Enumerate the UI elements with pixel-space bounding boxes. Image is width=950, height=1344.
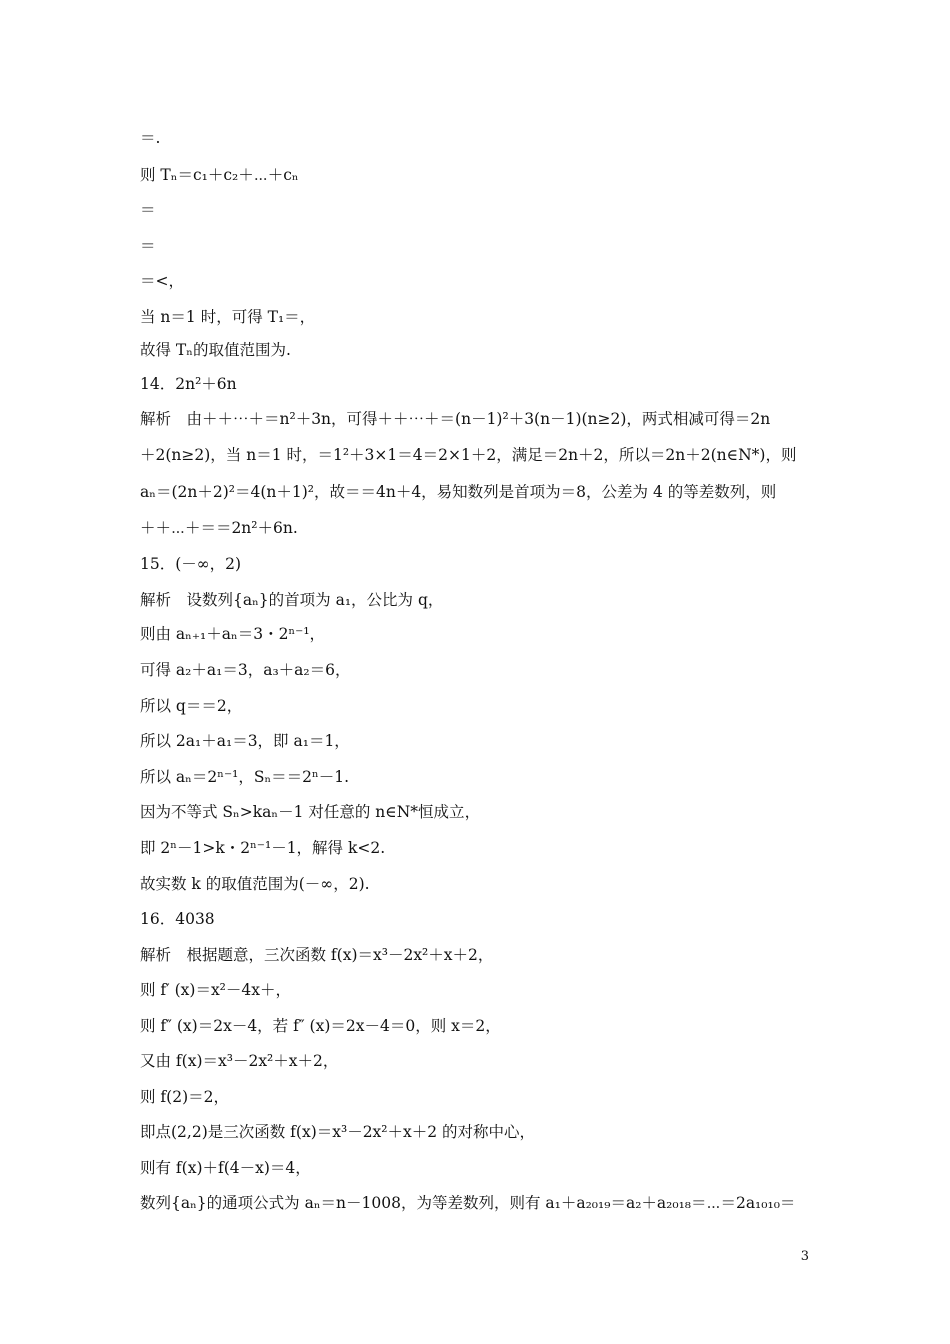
text-line: 所以 aₙ＝2ⁿ⁻¹，Sₙ＝＝2ⁿ－1. bbox=[140, 768, 350, 786]
text-line: 15．(－∞，2) bbox=[140, 555, 242, 573]
text-line: 则有 f(x)＋f(4－x)＝4， bbox=[140, 1159, 311, 1177]
text-line: ＝ bbox=[140, 237, 156, 255]
text-line: ＝<， bbox=[140, 272, 184, 290]
text-line: 所以 q＝＝2， bbox=[140, 697, 243, 715]
text-line: 则 f′ (x)＝x²－4x＋， bbox=[140, 981, 292, 999]
text-line: 16．4038 bbox=[140, 910, 215, 928]
text-line: aₙ＝(2n＋2)²＝4(n＋1)²，故＝＝4n＋4，易知数列是首项为＝8，公差为 4 的等差数列，则 bbox=[140, 483, 777, 501]
page-number: 3 bbox=[800, 1249, 809, 1264]
text-line: 解析 根据题意，三次函数 f(x)＝x³－2x²＋x＋2， bbox=[140, 946, 494, 964]
text-line: 故得 Tₙ的取值范围为. bbox=[140, 341, 291, 359]
text-line: ＋2(n≥2)，当 n＝1 时，＝1²＋3×1＝4＝2×1＋2，满足＝2n＋2，所以＝2n＋2(n∈N*)，则 bbox=[140, 446, 797, 464]
text-line: ＝. bbox=[140, 129, 161, 147]
text-line: 则 Tₙ＝c₁＋c₂＋⋯＋cₙ bbox=[140, 166, 299, 184]
text-line: 则 f(2)＝2， bbox=[140, 1088, 229, 1106]
text-line: 14．2n²＋6n bbox=[140, 375, 237, 393]
text-line: 所以 2a₁＋a₁＝3，即 a₁＝1， bbox=[140, 732, 350, 750]
text-line: 则由 aₙ₊₁＋aₙ＝3・2ⁿ⁻¹， bbox=[140, 625, 326, 643]
text-line: 可得 a₂＋a₁＝3，a₃＋a₂＝6， bbox=[140, 661, 351, 679]
text-line: 故实数 k 的取值范围为(－∞，2). bbox=[140, 875, 370, 893]
text-line: ＋＋⋯＋＝＝2n²＋6n. bbox=[140, 519, 298, 537]
text-line: 因为不等式 Sₙ>kaₙ－1 对任意的 n∈N*恒成立， bbox=[140, 803, 481, 821]
text-line: 则 f″ (x)＝2x－4，若 f″ (x)＝2x－4＝0，则 x＝2， bbox=[140, 1017, 501, 1035]
text-line: ＝ bbox=[140, 201, 156, 219]
text-line: 当 n＝1 时，可得 T₁＝， bbox=[140, 308, 316, 326]
text-line: 又由 f(x)＝x³－2x²＋x＋2， bbox=[140, 1052, 339, 1070]
text-line: 解析 设数列{aₙ}的首项为 a₁，公比为 q， bbox=[140, 591, 444, 609]
text-line: 数列{aₙ}的通项公式为 aₙ＝n－1008，为等差数列，则有 a₁＋a₂₀₁₉＝a₂＋a₂₀₁₈＝⋯＝2a₁₀₁₀＝ bbox=[140, 1194, 796, 1212]
text-line: 即 2ⁿ－1>k・2ⁿ⁻¹－1，解得 k<2. bbox=[140, 839, 386, 857]
text-line: 即点(2,2)是三次函数 f(x)＝x³－2x²＋x＋2 的对称中心， bbox=[140, 1123, 536, 1141]
text-line: 解析 由＋＋⋯＋＝n²＋3n，可得＋＋⋯＋＝(n－1)²＋3(n－1)(n≥2)，两式相减可得＝2n bbox=[140, 410, 771, 428]
